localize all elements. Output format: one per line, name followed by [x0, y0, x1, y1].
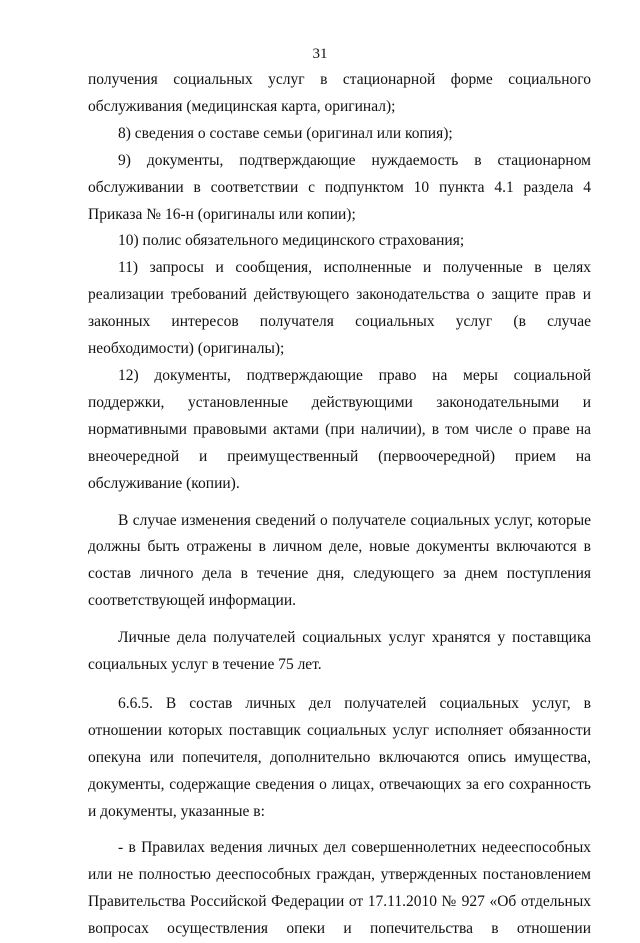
page-number: 31 [312, 46, 328, 62]
paragraph-medical-insurance: 10) полис обязательного медицинского страхования; [118, 232, 465, 250]
paragraph-social-support-rights: 12) документы, подтверждающие право на меры социальной поддержки, установленные действующими законодательными и нормативными правовыми актами (при наличии), в том числе о праве на внеочередной и преимущественный (первоочередной) прием на обслуживание (копии). [88, 366, 591, 492]
paragraph-medical-card: получения социальных услуг в стационарной форме социального обслуживания (медицинская карта, оригинал); [88, 71, 591, 115]
paragraph-family-composition: 8) сведения о составе семьи (оригинал или копия); [118, 124, 453, 142]
paragraph-government-rules: - в Правилах ведения личных дел совершеннолетних недееспособных или не полностью дееспособных граждан, утвержденных постановлением Правительства Российской Федерации от 17.11.2010 № 927 «Об отдельных вопросах осуществления опеки и попечительства в отношении [88, 839, 591, 938]
paragraph-need-documents: 9) документы, подтверждающие нуждаемость в стационарном обслуживании в соответствии с подпунктом 10 пункта 4.1 раздела 4 Приказа № 16-н (оригиналы или копии); [88, 151, 591, 223]
paragraph-storage-period: Личные дела получателей социальных услуг хранятся у поставщика социальных услуг в течение 75 лет. [88, 629, 591, 674]
paragraph-requests-messages: 11) запросы и сообщения, исполненные и полученные в целях реализации требований действующего законодательства о защите прав и законных интересов получателя социальных услуг (в случае необходимости) (оригиналы); [88, 259, 591, 358]
paragraph-information-changes: В случае изменения сведений о получателе социальных услуг, которые должны быть отражены в личном деле, новые документы включаются в состав личного дела в течение дня, следующего за днем поступления соответствующей информации. [88, 511, 591, 610]
document-text [88, 67, 591, 943]
paragraph-guardian-documents: 6.6.5. В состав личных дел получателей социальных услуг, в отношении которых поставщик социальных услуг исполняет обязанности опекуна или попечителя, дополнительно включаются опись имущества, документы, содержащие сведения о лицах, отвечающих за его сохранность и документы, указанные в: [88, 694, 591, 820]
